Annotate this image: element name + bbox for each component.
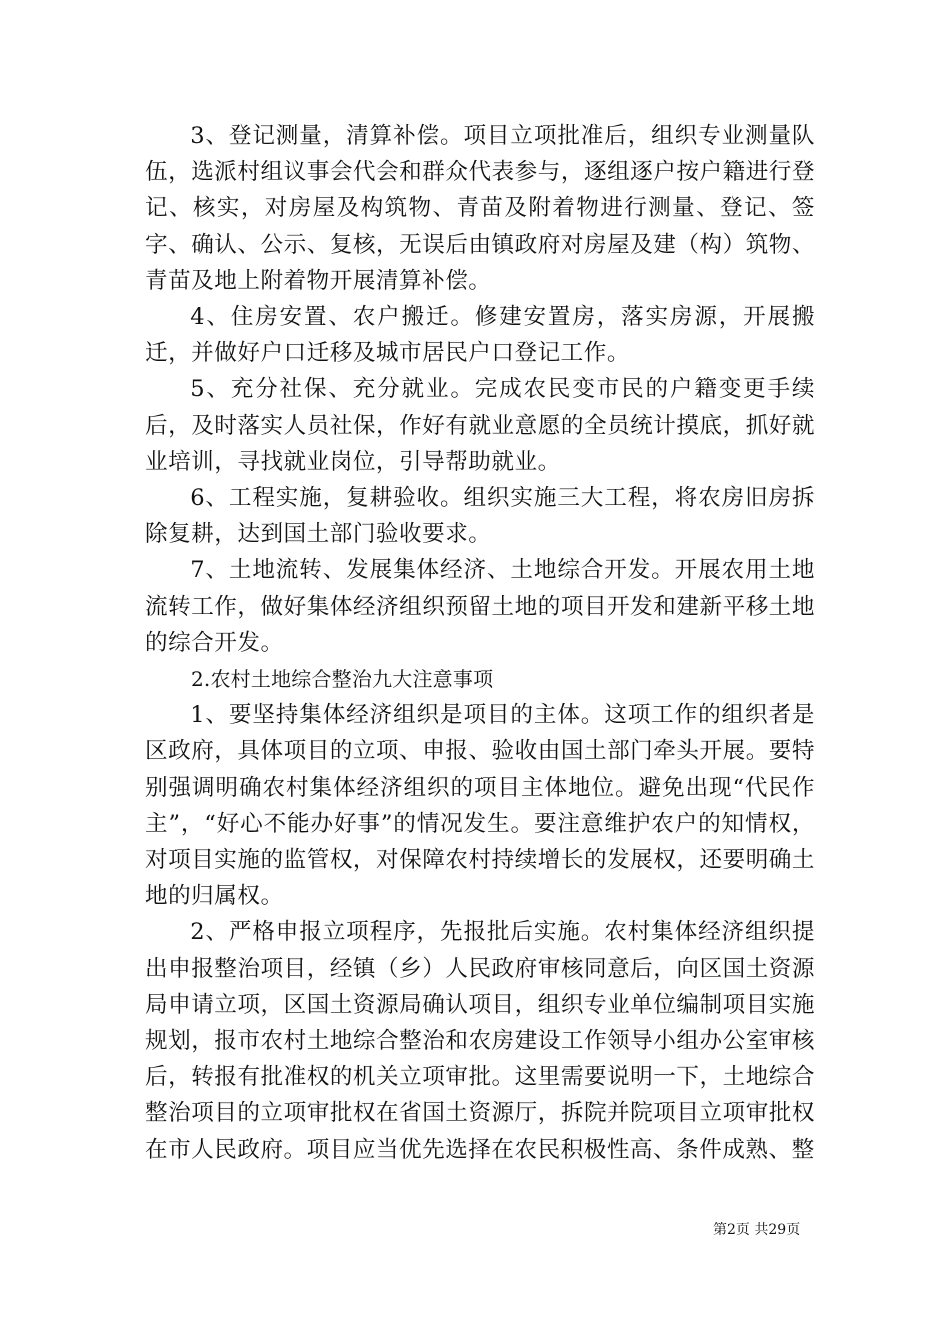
footer-suffix: 页 [786, 1222, 801, 1238]
footer-middle: 页 共 [735, 1222, 769, 1238]
paragraph-step-7: 7、土地流转、发展集体经济、土地综合开发。开展农用土地流转工作，做好集体经济组织预留土地的项目开发和建新平移土地的综合开发。 [145, 557, 815, 656]
footer-total-pages: 29 [768, 1222, 787, 1238]
paragraph-step-5: 5、充分社保、充分就业。完成农民变市民的户籍变更手续后，及时落实人员社保，作好有就业意愿的全员统计摸底，抓好就业培训，寻找就业岗位，引导帮助就业。 [145, 376, 815, 475]
paragraph-notice-1: 1、要坚持集体经济组织是项目的主体。这项工作的组织者是区政府，具体项目的立项、申报、验收由国土部门牵头开展。要特别强调明确农村集体经济组织的项目主体地位。避免出现“代民作主”，“好心不能办好事”的情况发生。要注意维护农户的知情权，对项目实施的监管权，对保障农村持续增长的发展权，还要明确土地的归属权。 [145, 702, 815, 910]
footer-current-page: 2 [727, 1222, 736, 1238]
paragraph-step-4: 4、住房安置、农户搬迁。修建安置房，落实房源，开展搬迁，并做好户口迁移及城市居民户口登记工作。 [145, 304, 815, 367]
page-footer [713, 1221, 800, 1239]
paragraph-step-6: 6、工程实施，复耕验收。组织实施三大工程，将农房旧房拆除复耕，达到国土部门验收要求。 [145, 485, 815, 548]
section-heading: 2.农村土地综合整治九大注意事项 [191, 667, 494, 692]
paragraph-notice-2: 2、严格申报立项程序，先报批后实施。农村集体经济组织提出申报整治项目，经镇（乡）人民政府审核同意后，向区国土资源局申请立项，区国土资源局确认项目，组织专业单位编制项目实施规划，报市农村土地综合整治和农房建设工作领导小组办公室审核后，转报有批准权的机关立项审批。这里需要说明一下，土地综合整治项目的立项审批权在省国土资源厅，拆院并院项目立项审批权在市人民政府。项目应当优先选择在农民积极性高、条件成熟、整 [145, 919, 815, 1163]
document-body [145, 118, 815, 1168]
paragraph-step-3: 3、登记测量，清算补偿。项目立项批准后，组织专业测量队伍，选派村组议事会代会和群众代表参与，逐组逐户按户籍进行登记、核实，对房屋及构筑物、青苗及附着物进行测量、登记、签字、确认、公示、复核，无误后由镇政府对房屋及建（构）筑物、青苗及地上附着物开展清算补偿。 [145, 123, 815, 294]
footer-prefix: 第 [713, 1222, 727, 1238]
